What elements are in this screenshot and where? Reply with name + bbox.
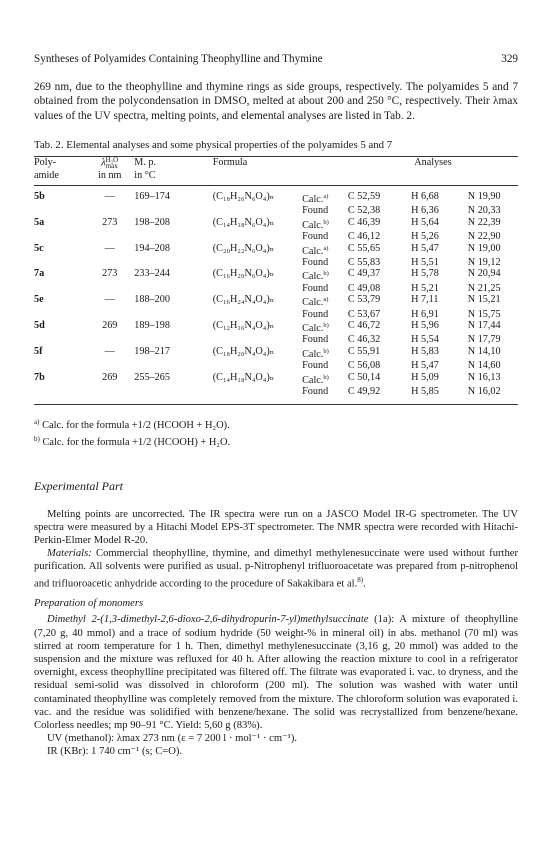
table-row — [34, 243, 518, 257]
melting-point-value: 198–208 — [134, 216, 170, 228]
found-value: C 46,12 — [347, 231, 381, 243]
found-label: Found — [302, 386, 329, 398]
formula-value: (C₂₀H₂₂N₆O₄)ₙ — [212, 242, 275, 254]
table-row-found — [34, 309, 518, 320]
table-row — [34, 372, 518, 386]
polyamide-id: 7b — [34, 371, 45, 383]
found-label: Found — [302, 231, 329, 243]
found-value: C 53,67 — [347, 308, 381, 320]
lambda-max-value: 273 — [102, 216, 118, 228]
table-row-found — [34, 231, 518, 242]
preparation-heading: Preparation of monomers — [34, 598, 144, 610]
preparation-paragraph: Dimethyl 2-(1,3-dimethyl-2,6-dioxo-2,6-dihydropurin-7-yl)methylsuccinate (1a): A mixture of theophylline (7,20 g, 40 mmol) and a trace of sodium hydride (50 weight-% in mineral oil) in abs. methanol (70 ml) was stirred at room temperature for 1 h. Then, dimethyl methylenesuccinate (3,16 g, 20 mmol) was added to the suspension and the mixture was refluxed for 40 h. After allowing the reaction mixture to cool in a refrigerator overnight, excess theophylline precipitated was filtered off. The filtrate was evaporated i. vac. to dryness, and the residual semi-solid was dissolved in chloroform (200 ml). The solution was washed with water until contaminated theophylline was completely removed from the mixture. The chloroform solution was evaporated i. vac. and the residue was solidified with benzene/hexane. The solid was recrystallized from benzene/hexane. Colorless needles; mp 90–91 °C. Yield: 5,60 g (83%). — [34, 614, 518, 732]
lambda-max-value: — — [104, 294, 115, 306]
melting-point-value: 169–174 — [134, 190, 170, 202]
calc-value: N 16,13 — [467, 371, 501, 383]
found-value: C 55,83 — [347, 257, 381, 268]
experimental-paragraph: Melting points are uncorrected. The IR spectra were run on a JASCO Model IR-G spectrometer. The UV spectra were measured by a Hitachi Model EPS-3T spectrometer. The NMR spectra were recorded with Hitachi-Perkin-Elmer Model R-20. — [34, 508, 518, 547]
found-value: N 16,02 — [467, 386, 501, 398]
found-value: N 21,25 — [467, 282, 501, 294]
calc-label: Calc.$^{a)}$ — [302, 192, 329, 205]
found-value: N 22,90 — [467, 231, 501, 243]
table-row — [34, 320, 518, 334]
found-label: Found — [302, 308, 329, 320]
ir-data: IR (KBr): 1 740 cm⁻¹ (s; C=O). — [47, 746, 183, 758]
found-value: H 5,47 — [411, 360, 439, 372]
found-value: H 6,36 — [411, 205, 439, 217]
header-mp-unit: in °C — [134, 169, 156, 181]
found-value: C 49,92 — [347, 386, 381, 398]
table-body — [34, 191, 518, 398]
found-value: N 19,12 — [467, 257, 501, 268]
calc-value: N 19,90 — [467, 190, 501, 202]
table-row — [34, 217, 518, 231]
melting-point-value: 189–198 — [134, 320, 170, 332]
formula-value: (C₁₄H₁₈N₄O₄)ₙ — [212, 371, 275, 383]
found-value: H 5,26 — [411, 231, 439, 243]
header-lambda-unit: in nm — [97, 169, 122, 181]
materials-paragraph: Materials: Commercial theophylline, thymine, and dimethyl methylenesuccinate were used without further purification. All solvents were purified as usual. p-Nitrophenyl trifluoroacetate was prepared from p-nitrophenol and trifluoroacetic anhydride according to the procedure of Sakakibara et al.$^{8)}$. — [34, 548, 518, 590]
calc-value: C 49,37 — [347, 268, 381, 280]
table-header-row — [34, 157, 518, 170]
calc-label: Calc.$^{b)}$ — [302, 373, 329, 386]
polyamide-id: 5c — [34, 242, 44, 254]
uv-data: UV (methanol): λmax 273 nm (ε = 7 200 l · mol⁻¹ · cm⁻¹). — [47, 733, 298, 745]
journal-page — [34, 52, 518, 759]
melting-point-value: 255–265 — [134, 371, 170, 383]
melting-point-value: 188–200 — [134, 294, 170, 306]
calc-value: C 52,59 — [347, 190, 381, 202]
experimental-heading: Experimental Part — [34, 478, 123, 493]
polyamide-id: 5a — [34, 216, 45, 228]
header-melting-point: M. p. — [134, 157, 157, 169]
table-row-found — [34, 205, 518, 216]
found-value: H 6,91 — [411, 308, 439, 320]
calc-value: H 5,09 — [411, 371, 439, 383]
calc-label: Calc.$^{b)}$ — [302, 322, 329, 335]
calc-value: H 6,68 — [411, 190, 439, 202]
polyamide-id: 5e — [34, 294, 44, 306]
footnote-a: $^{a)}$ Calc. for the formula +1/2 (HCOOH + H₂O). — [34, 418, 230, 432]
table-header-row-2 — [34, 170, 518, 182]
formula-value: (C₁₄H₁₈N₆O₄)ₙ — [212, 216, 275, 228]
calc-label: Calc.$^{b)}$ — [302, 270, 329, 283]
melting-point-value: 233–244 — [134, 268, 170, 280]
table-row — [34, 294, 518, 308]
table-row-found — [34, 360, 518, 371]
calc-value: H 5,64 — [411, 216, 439, 228]
analysis-table — [34, 157, 518, 397]
found-value: N 20,33 — [467, 205, 501, 217]
found-value: N 15,75 — [467, 308, 501, 320]
calc-value: C 55,65 — [347, 242, 381, 254]
calc-label: Calc.$^{b)}$ — [302, 218, 329, 231]
lambda-max-value: — — [104, 190, 115, 202]
calc-value: N 17,44 — [467, 320, 501, 332]
found-value: H 5,85 — [411, 386, 439, 398]
found-label: Found — [302, 257, 329, 268]
table-row — [34, 268, 518, 282]
lambda-max-value: 269 — [102, 320, 118, 332]
table-footnotes — [34, 416, 518, 449]
calc-value: C 46,72 — [347, 320, 381, 332]
calc-value: H 5,96 — [411, 320, 439, 332]
running-head — [34, 52, 518, 66]
found-label: Found — [302, 205, 329, 217]
lambda-max-value: — — [104, 242, 115, 254]
calc-value: C 46,39 — [347, 216, 381, 228]
calc-label: Calc.$^{b)}$ — [302, 347, 329, 360]
table-row-found — [34, 257, 518, 268]
found-value: C 52,38 — [347, 205, 381, 217]
formula-value: (C₁₆H₂₀N₆O₄)ₙ — [212, 268, 275, 280]
calc-value: N 19,00 — [467, 242, 501, 254]
found-label: Found — [302, 360, 329, 372]
calc-value: H 5,78 — [411, 268, 439, 280]
found-label: Found — [302, 334, 329, 346]
found-value: C 49,08 — [347, 282, 381, 294]
found-value: C 46,32 — [347, 334, 381, 346]
calc-label: Calc.$^{a)}$ — [302, 244, 329, 257]
polyamide-id: 5f — [34, 345, 43, 357]
table-row — [34, 346, 518, 360]
page-number: 329 — [501, 53, 518, 65]
table-row-found — [34, 386, 518, 397]
polyamide-id: 7a — [34, 268, 45, 280]
calc-value: C 50,14 — [347, 371, 381, 383]
table-row-found — [34, 334, 518, 345]
found-value: N 14,60 — [467, 360, 501, 372]
calc-value: N 14,10 — [467, 345, 501, 357]
calc-value: N 15,21 — [467, 294, 501, 306]
calc-value: N 22,39 — [467, 216, 501, 228]
table-caption: Tab. 2. Elemental analyses and some physical properties of the polyamides 5 and 7 — [34, 139, 393, 152]
table-row-found — [34, 283, 518, 294]
formula-value: (C₁₈H₂₆N₆O₄)ₙ — [212, 190, 275, 202]
table-bottom-rule — [34, 404, 518, 405]
calc-value: N 20,94 — [467, 268, 501, 280]
calc-value: H 5,83 — [411, 345, 439, 357]
found-value: H 5,54 — [411, 334, 439, 346]
lambda-max-value: 269 — [102, 371, 118, 383]
formula-value: (C₁₂H₁₆N₄O₄)ₙ — [212, 320, 275, 332]
footnote-b: $^{b)}$ Calc. for the formula +1/2 (HCOOH) + H₂O. — [34, 435, 231, 449]
header-polyamide-2: amide — [34, 169, 59, 181]
calc-value: C 55,91 — [347, 345, 381, 357]
calc-label: Calc.$^{a)}$ — [302, 296, 329, 309]
found-value: H 5,51 — [411, 257, 439, 268]
polyamide-id: 5d — [34, 320, 45, 332]
melting-point-value: 194–208 — [134, 242, 170, 254]
melting-point-value: 198–217 — [134, 345, 170, 357]
formula-value: (C₁₆H₂₄N₄O₄)ₙ — [212, 294, 275, 306]
running-title: Syntheses of Polyamides Containing Theophylline and Thymine — [34, 53, 323, 65]
header-formula: Formula — [212, 157, 248, 169]
lambda-max-value: — — [104, 345, 115, 357]
intro-paragraph: 269 nm, due to the theophylline and thymine rings as side groups, respectively. The polyamides 5 and 7 obtained from the polycondensation in DMSO, melted at about 200 and 250 °C, respectively. Their λmax values of the UV spectra, melting points, and elemental analyses are listed in Tab. 2. — [34, 81, 518, 122]
formula-value: (C₁₈H₂₀N₄O₄)ₙ — [212, 345, 275, 357]
calc-value: H 5,47 — [411, 242, 439, 254]
calc-value: H 7,11 — [411, 294, 439, 306]
found-label: Found — [302, 282, 329, 294]
found-value: C 56,08 — [347, 360, 381, 372]
found-value: N 17,79 — [467, 334, 501, 346]
found-value: H 5,21 — [411, 282, 439, 294]
polyamide-id: 5b — [34, 190, 45, 202]
lambda-max-value: 273 — [102, 268, 118, 280]
header-lambda-max: λ H₂O max — [101, 156, 119, 171]
header-analyses: Analyses — [414, 157, 452, 169]
calc-value: C 53,79 — [347, 294, 381, 306]
table-row — [34, 191, 518, 205]
header-polyamide: Poly- — [34, 157, 57, 169]
